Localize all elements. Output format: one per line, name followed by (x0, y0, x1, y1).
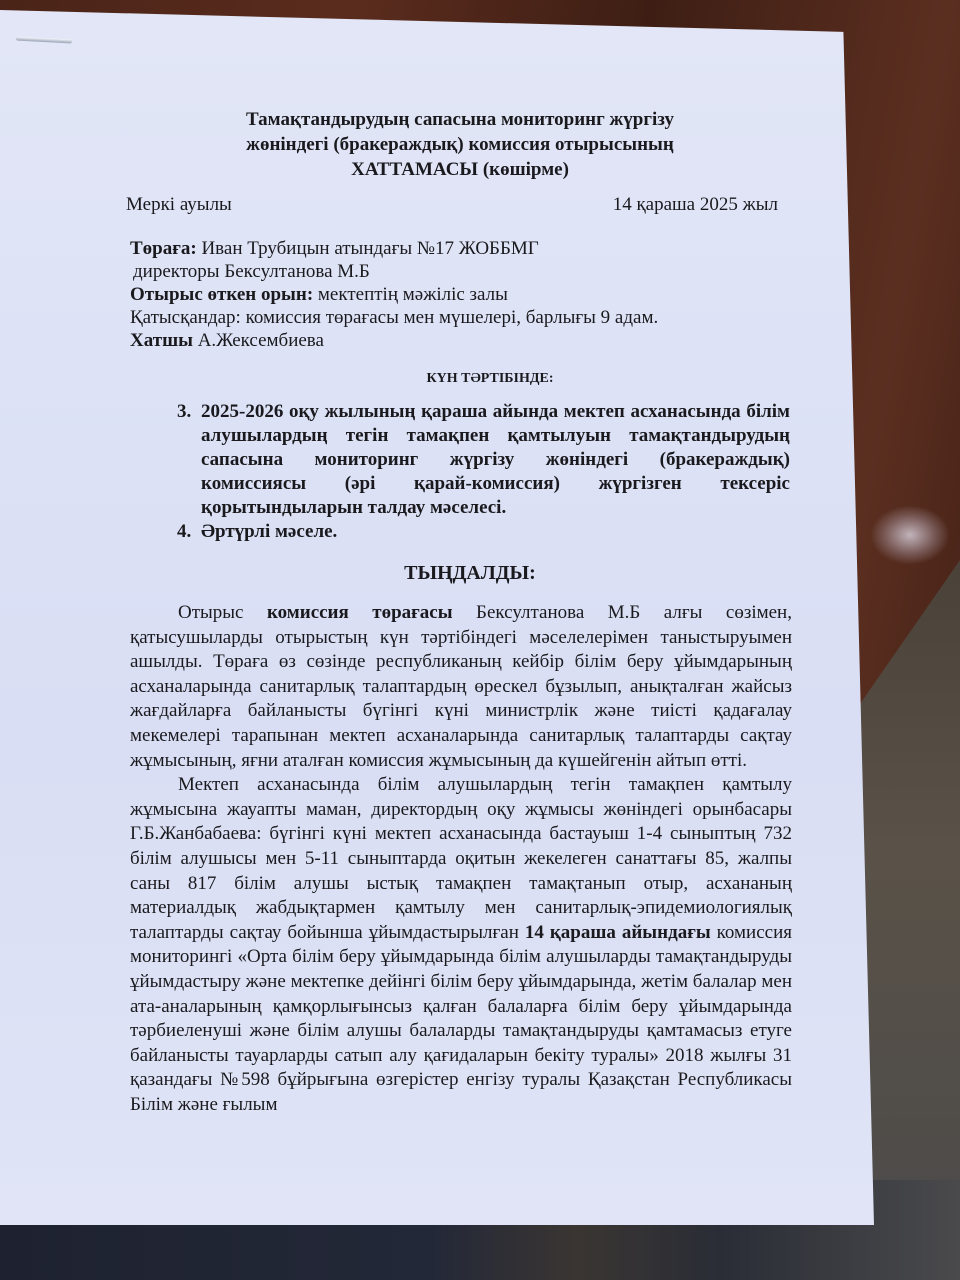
paragraph-2-start: Мектеп асханасында білім алушылардың тегін тамақпен қамтылу жұмысына жауапты маман, директордың оқу жұмысы жөніндегі орынбасары Г.Б.Жанбабаева: бүгінгі күні мектеп асханасында бастауыш 1-4 сыныптың 732 білім алушысы мен 5-11 сыныптарда оқитын жекелеген санаттағы 85, жалпы саны 817 білім алушы ыстық тамақпен тамақтанып отыр, асхананың материалдық жабдықтармен қамтылу мен санитарлық-эпидемиологиялық талаптарды сақтау бойынша ұйымдастырылған (130, 774, 792, 943)
paragraph-2-rest: комиссия мониторингі «Орта білім беру ұйымдарында білім алушыларды тамақтандыруды ұйымдастыру және мектепке дейінгі білім беру ұйымдарында, жетім балалар мен ата-аналарының қамқорлығынсыз қалған балаларға білім беру ұйымдарында тәрбиеленуші және білім алушы балаларды тамақтандыруды қамтамасыз етуге байланысты тауарларды сатып алу қағидаларын бекіту туралы» 2018 жылғы 31 қазандағы №598 бұйрығына өзгерістер енгізу туралы Қазақстан Республикасы Білім және ғылым (130, 921, 792, 1115)
chair-line (130, 237, 539, 261)
agenda-item-text: 2025-2026 оқу жылының қараша айында мектеп асханасында білім алушылардың тегін тамақпен қамтылуын тамақтандырудың сапасына мониторинг жүргізу жөніндегі (бракераждық) комиссиясы (әрі қарай-комиссия) жүргізген тексеріс қорытындыларын талдау мәселесі. (201, 401, 790, 518)
document-title-line-3: ХАТТАМАСЫ (көшірме) (351, 159, 569, 180)
paragraph-2-bold: 14 қараша айындағы (524, 921, 711, 943)
agenda-item-number: 3. (177, 401, 192, 422)
venue-text: мектептің мәжіліс залы (313, 284, 508, 305)
paragraph-2 (130, 773, 792, 1117)
chair-label: Төраға: (130, 238, 197, 259)
agenda-heading: КҮН ТӘРТІБІНДЕ: (426, 371, 554, 386)
date: 14 қараша 2025 жыл (612, 194, 778, 215)
secretary-line (130, 329, 324, 353)
document-title-line-1: Тамақтандырудың сапасына мониторинг жүргізу (245, 109, 674, 130)
paragraph-1-rest: Бексултанова М.Б алғы сөзімен, қатысушыларды отырыстың күн тәртібіндегі мәселелерімен таныстыруымен ашылды. Төраға өз сөзінде республиканың кейбір білім беру ұйымдарының асханаларында санитарлық талаптардың өрескел бұзылып, анықталған жайсыз жағдайларға байланысты бүгінгі күні министрлік және тиісті қадағалау мекемелері тарапынан мектеп асханаларында санитарлық талаптарды сақтау жұмысының, яғни аталған комиссия жұмысының да күшейгенін айтып өтті. (130, 602, 792, 771)
agenda-list (177, 400, 790, 544)
document-title-line-2: жөніндегі (бракераждық) комиссия отырысының (246, 134, 674, 155)
venue-label: Отырыс өткен орын: (130, 284, 314, 305)
paragraph-1-start: Отырыс (178, 602, 267, 623)
heard-heading: ТЫҢДАЛДЫ: (404, 562, 536, 584)
secretary-label: Хатшы (130, 330, 193, 351)
chair-line-2: директоры Бексултанова М.Б (133, 261, 370, 282)
agenda-item-number: 4. (177, 521, 192, 542)
minutes-body (130, 601, 792, 1117)
participants-line: Қатысқандар: комиссия төрағасы мен мүшелері, барлығы 9 адам. (130, 307, 659, 328)
secretary-text: А.Жексембиева (192, 330, 324, 351)
agenda-item (177, 400, 790, 520)
paragraph-1-bold: комиссия төрағасы (266, 602, 453, 623)
place: Меркі ауылы (126, 194, 232, 215)
venue-line (130, 283, 508, 307)
place-date-row (126, 193, 778, 217)
chair-text: Иван Трубицын атындағы №17 ЖОББМГ (196, 238, 539, 259)
agenda-item (177, 520, 790, 544)
agenda-item-text: Әртүрлі мәселе. (201, 521, 338, 542)
paragraph-1 (130, 601, 792, 773)
